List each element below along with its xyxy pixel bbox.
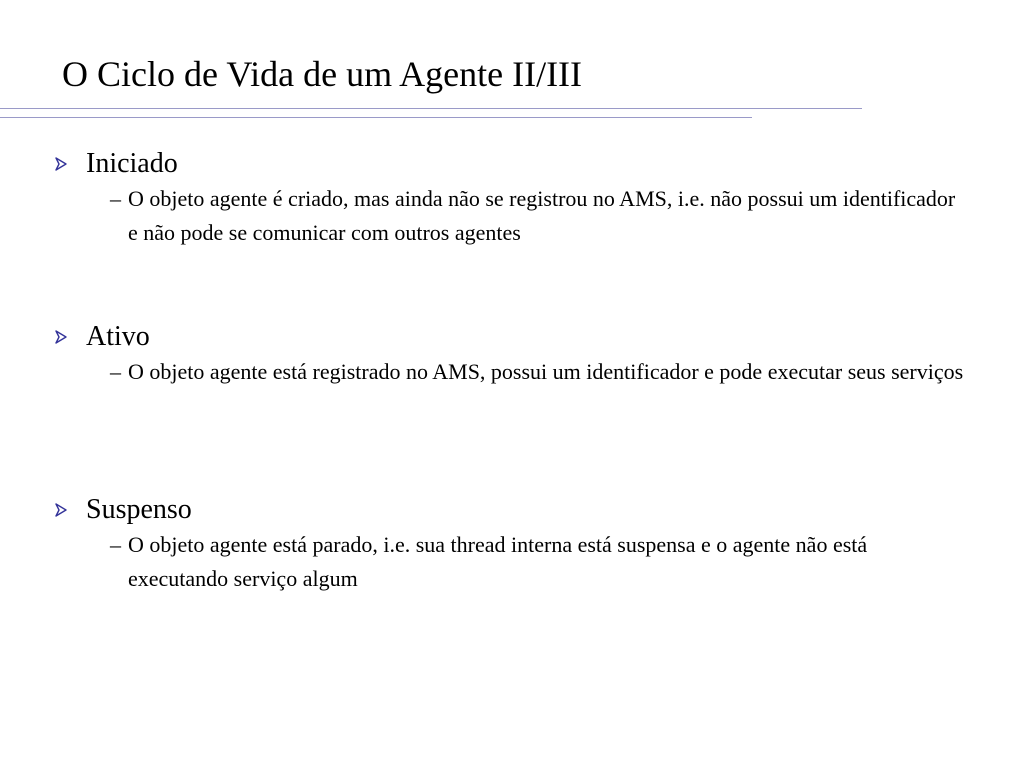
bullet-item [54,146,984,182]
arrow-bullet-icon [54,330,86,344]
title-divider-bottom [0,117,752,118]
title-divider-top [0,108,862,109]
sub-item-text: O objeto agente está registrado no AMS, possui um identificador e pode executar seus serviços [128,359,964,384]
sub-item-text: O objeto agente é criado, mas ainda não se registrou no AMS, i.e. não possui um identificador e não pode se comunicar com outros agentes [128,186,956,245]
arrow-bullet-icon [54,157,86,171]
bullet-section-suspenso [54,492,984,596]
sub-item [110,355,968,389]
slide-title: O Ciclo de Vida de um Agente II/III [62,54,583,94]
bullet-item [54,492,984,528]
arrow-bullet-icon [54,503,86,517]
dash-marker: – [110,186,121,211]
bullet-label: Ativo [86,321,150,352]
sub-item-text: O objeto agente está parado, i.e. sua thread interna está suspensa e o agente não está executando serviço algum [128,532,868,591]
sub-item [110,182,968,250]
dash-marker: – [110,532,121,557]
bullet-label: Suspenso [86,494,192,525]
sub-item [110,528,968,596]
bullet-section-iniciado [54,146,984,250]
bullet-section-ativo [54,319,984,389]
bullet-item [54,319,984,355]
bullet-label: Iniciado [86,148,178,179]
dash-marker: – [110,359,121,384]
